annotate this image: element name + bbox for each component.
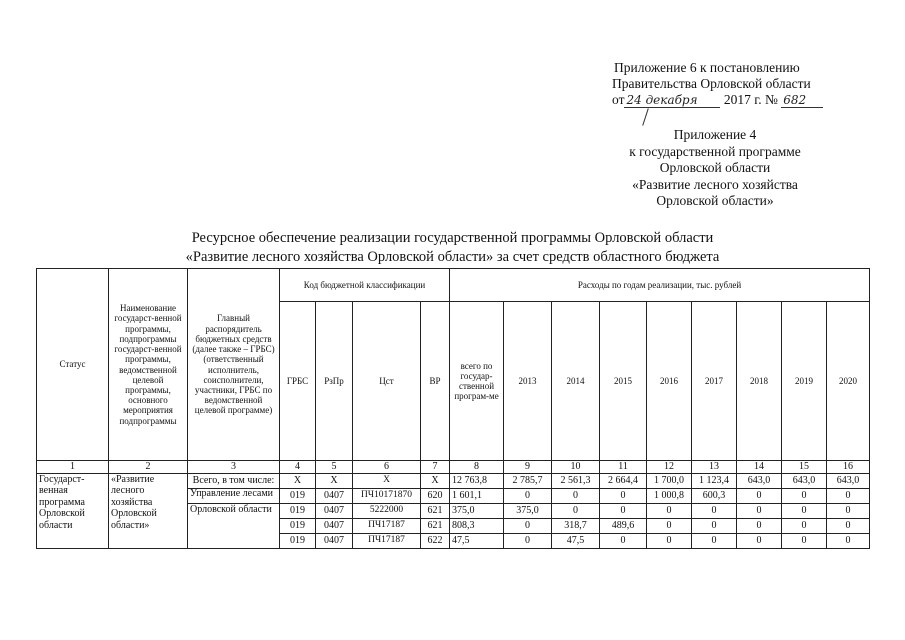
status-cell: Государст-венная программа Орловской области <box>37 473 109 548</box>
column-number-cell: 6 <box>353 461 421 474</box>
year-value-cell: 1 123,4 <box>692 473 737 488</box>
total-value-cell: 47,5 <box>450 533 504 548</box>
column-number-cell: 4 <box>280 461 316 474</box>
code-cell: 019 <box>280 503 316 518</box>
resource-table <box>36 268 870 549</box>
year-value-cell: 1 000,8 <box>647 488 692 503</box>
signature-stroke <box>642 108 649 125</box>
code-cell: 0407 <box>316 503 353 518</box>
code-cell: 621 <box>421 503 450 518</box>
year-value-cell: 0 <box>600 533 647 548</box>
column-number-cell: 11 <box>600 461 647 474</box>
code-cell: 5222000 <box>353 503 421 518</box>
program-name-cell: «Развитие лесного хозяйства Орловской области» <box>109 473 188 548</box>
document-title <box>0 229 905 267</box>
year-value-cell: 0 <box>552 488 600 503</box>
year-value-cell: 0 <box>827 488 870 503</box>
code-cell: Х <box>280 473 316 488</box>
year-value-cell: 0 <box>647 503 692 518</box>
year-value-cell: 0 <box>692 533 737 548</box>
appendix4-line: Орловской области» <box>656 193 774 208</box>
header-total: всего по государ-ственной програм-ме <box>450 302 504 461</box>
column-number-cell: 1 <box>37 461 109 474</box>
total-value-cell: 375,0 <box>450 503 504 518</box>
date-year: 2017 г. № <box>723 92 778 107</box>
header-year: 2018 <box>737 302 782 461</box>
year-value-cell: 0 <box>827 518 870 533</box>
year-value-cell: 0 <box>647 518 692 533</box>
year-value-cell: 0 <box>692 503 737 518</box>
year-value-cell: 489,6 <box>600 518 647 533</box>
code-cell: Х <box>421 473 450 488</box>
column-number-cell: 7 <box>421 461 450 474</box>
table-row <box>37 473 870 488</box>
year-value-cell: 0 <box>692 518 737 533</box>
title-line1: Ресурсное обеспечение реализации государственной программы Орловской области <box>191 230 714 246</box>
total-value-cell: 12 763,8 <box>450 473 504 488</box>
column-number-cell: 13 <box>692 461 737 474</box>
header-code-group: Код бюджетной классификации <box>280 269 450 302</box>
header-grbs-main: Главный распорядитель бюджетных средств (далее также – ГРБС) (ответственный исполнитель, соисполнители, участники, ГРБС по ведомственной целевой программе) <box>188 269 280 461</box>
column-number-row <box>37 461 870 474</box>
year-value-cell: 2 785,7 <box>504 473 552 488</box>
column-number-cell: 5 <box>316 461 353 474</box>
header-year: 2019 <box>782 302 827 461</box>
header-year: 2015 <box>600 302 647 461</box>
year-value-cell: 0 <box>504 488 552 503</box>
year-value-cell: 0 <box>600 488 647 503</box>
year-value-cell: 0 <box>552 503 600 518</box>
appendix6-line1: Приложение 6 к постановлению <box>614 60 800 75</box>
appendix6-date-line <box>590 92 860 108</box>
year-value-cell: 47,5 <box>552 533 600 548</box>
column-number-cell: 15 <box>782 461 827 474</box>
code-cell: 622 <box>421 533 450 548</box>
year-value-cell: 0 <box>737 488 782 503</box>
code-cell: 019 <box>280 518 316 533</box>
header-year: 2013 <box>504 302 552 461</box>
header-cst: Цст <box>353 302 421 461</box>
year-value-cell: 643,0 <box>737 473 782 488</box>
year-value-cell: 643,0 <box>827 473 870 488</box>
column-number-cell: 16 <box>827 461 870 474</box>
year-value-cell: 0 <box>600 503 647 518</box>
header-year: 2020 <box>827 302 870 461</box>
code-cell: 620 <box>421 488 450 503</box>
date-prefix: от <box>612 92 625 107</box>
column-number-cell: 2 <box>109 461 188 474</box>
header-status: Статус <box>37 269 109 461</box>
total-value-cell: 1 601,1 <box>450 488 504 503</box>
column-number-cell: 10 <box>552 461 600 474</box>
appendix6-line2: Правительства Орловской области <box>612 76 811 91</box>
year-value-cell: 2 664,4 <box>600 473 647 488</box>
appendix4-line: к государственной программе <box>629 143 801 159</box>
year-value-cell: 2 561,3 <box>552 473 600 488</box>
appendix4-line: «Развитие лесного хозяйства <box>632 176 798 192</box>
code-cell: 0407 <box>316 488 353 503</box>
code-cell: Х <box>316 473 353 488</box>
column-number-cell: 3 <box>188 461 280 474</box>
code-cell: ПЧ10171870 <box>353 488 421 503</box>
column-number-cell: 14 <box>737 461 782 474</box>
year-value-cell: 643,0 <box>782 473 827 488</box>
year-value-cell: 0 <box>737 533 782 548</box>
code-cell: 019 <box>280 488 316 503</box>
title-line2: «Развитие лесного хозяйства Орловской области» за счет средств областного бюджета <box>185 249 720 265</box>
code-cell: 0407 <box>316 518 353 533</box>
year-value-cell: 0 <box>504 518 552 533</box>
grbs-cell: Орловской области <box>188 503 280 548</box>
code-cell: 621 <box>421 518 450 533</box>
year-value-cell: 0 <box>647 533 692 548</box>
handwritten-date: 24 декабря <box>624 94 720 108</box>
year-value-cell: 0 <box>782 518 827 533</box>
grbs-cell: Управление лесами <box>188 488 280 503</box>
total-value-cell: 808,3 <box>450 518 504 533</box>
code-cell: Х <box>353 473 421 488</box>
year-value-cell: 0 <box>782 533 827 548</box>
code-cell: ПЧ17187 <box>353 533 421 548</box>
year-value-cell: 0 <box>827 503 870 518</box>
year-value-cell: 0 <box>737 518 782 533</box>
year-value-cell: 600,3 <box>692 488 737 503</box>
year-value-cell: 0 <box>827 533 870 548</box>
header-vr: ВР <box>421 302 450 461</box>
code-cell: 019 <box>280 533 316 548</box>
appendix4-line: Орловской области <box>659 160 771 175</box>
handwritten-number: 682 <box>781 94 823 108</box>
header-year: 2014 <box>552 302 600 461</box>
year-value-cell: 0 <box>504 533 552 548</box>
header-rzpr: РзПр <box>316 302 353 461</box>
column-number-cell: 9 <box>504 461 552 474</box>
header-year: 2016 <box>647 302 692 461</box>
header-year: 2017 <box>692 302 737 461</box>
code-cell: ПЧ17187 <box>353 518 421 533</box>
year-value-cell: 1 700,0 <box>647 473 692 488</box>
year-value-cell: 0 <box>737 503 782 518</box>
column-number-cell: 12 <box>647 461 692 474</box>
year-value-cell: 375,0 <box>504 503 552 518</box>
grbs-cell: Всего, в том числе: <box>188 473 280 488</box>
year-value-cell: 318,7 <box>552 518 600 533</box>
header-expense-group: Расходы по годам реализации, тыс. рублей <box>450 269 870 302</box>
appendix6-header <box>590 60 860 108</box>
code-cell: 0407 <box>316 533 353 548</box>
header-name: Наименование государст-венной программы, подпрограммы государст-венной программы, ведомственной целевой программы, основного мероприятия подпрограммы <box>109 269 188 461</box>
year-value-cell: 0 <box>782 503 827 518</box>
year-value-cell: 0 <box>782 488 827 503</box>
header-grbs: ГРБС <box>280 302 316 461</box>
column-number-cell: 8 <box>450 461 504 474</box>
appendix4-line: Приложение 4 <box>673 127 757 142</box>
appendix4-header <box>600 127 830 210</box>
